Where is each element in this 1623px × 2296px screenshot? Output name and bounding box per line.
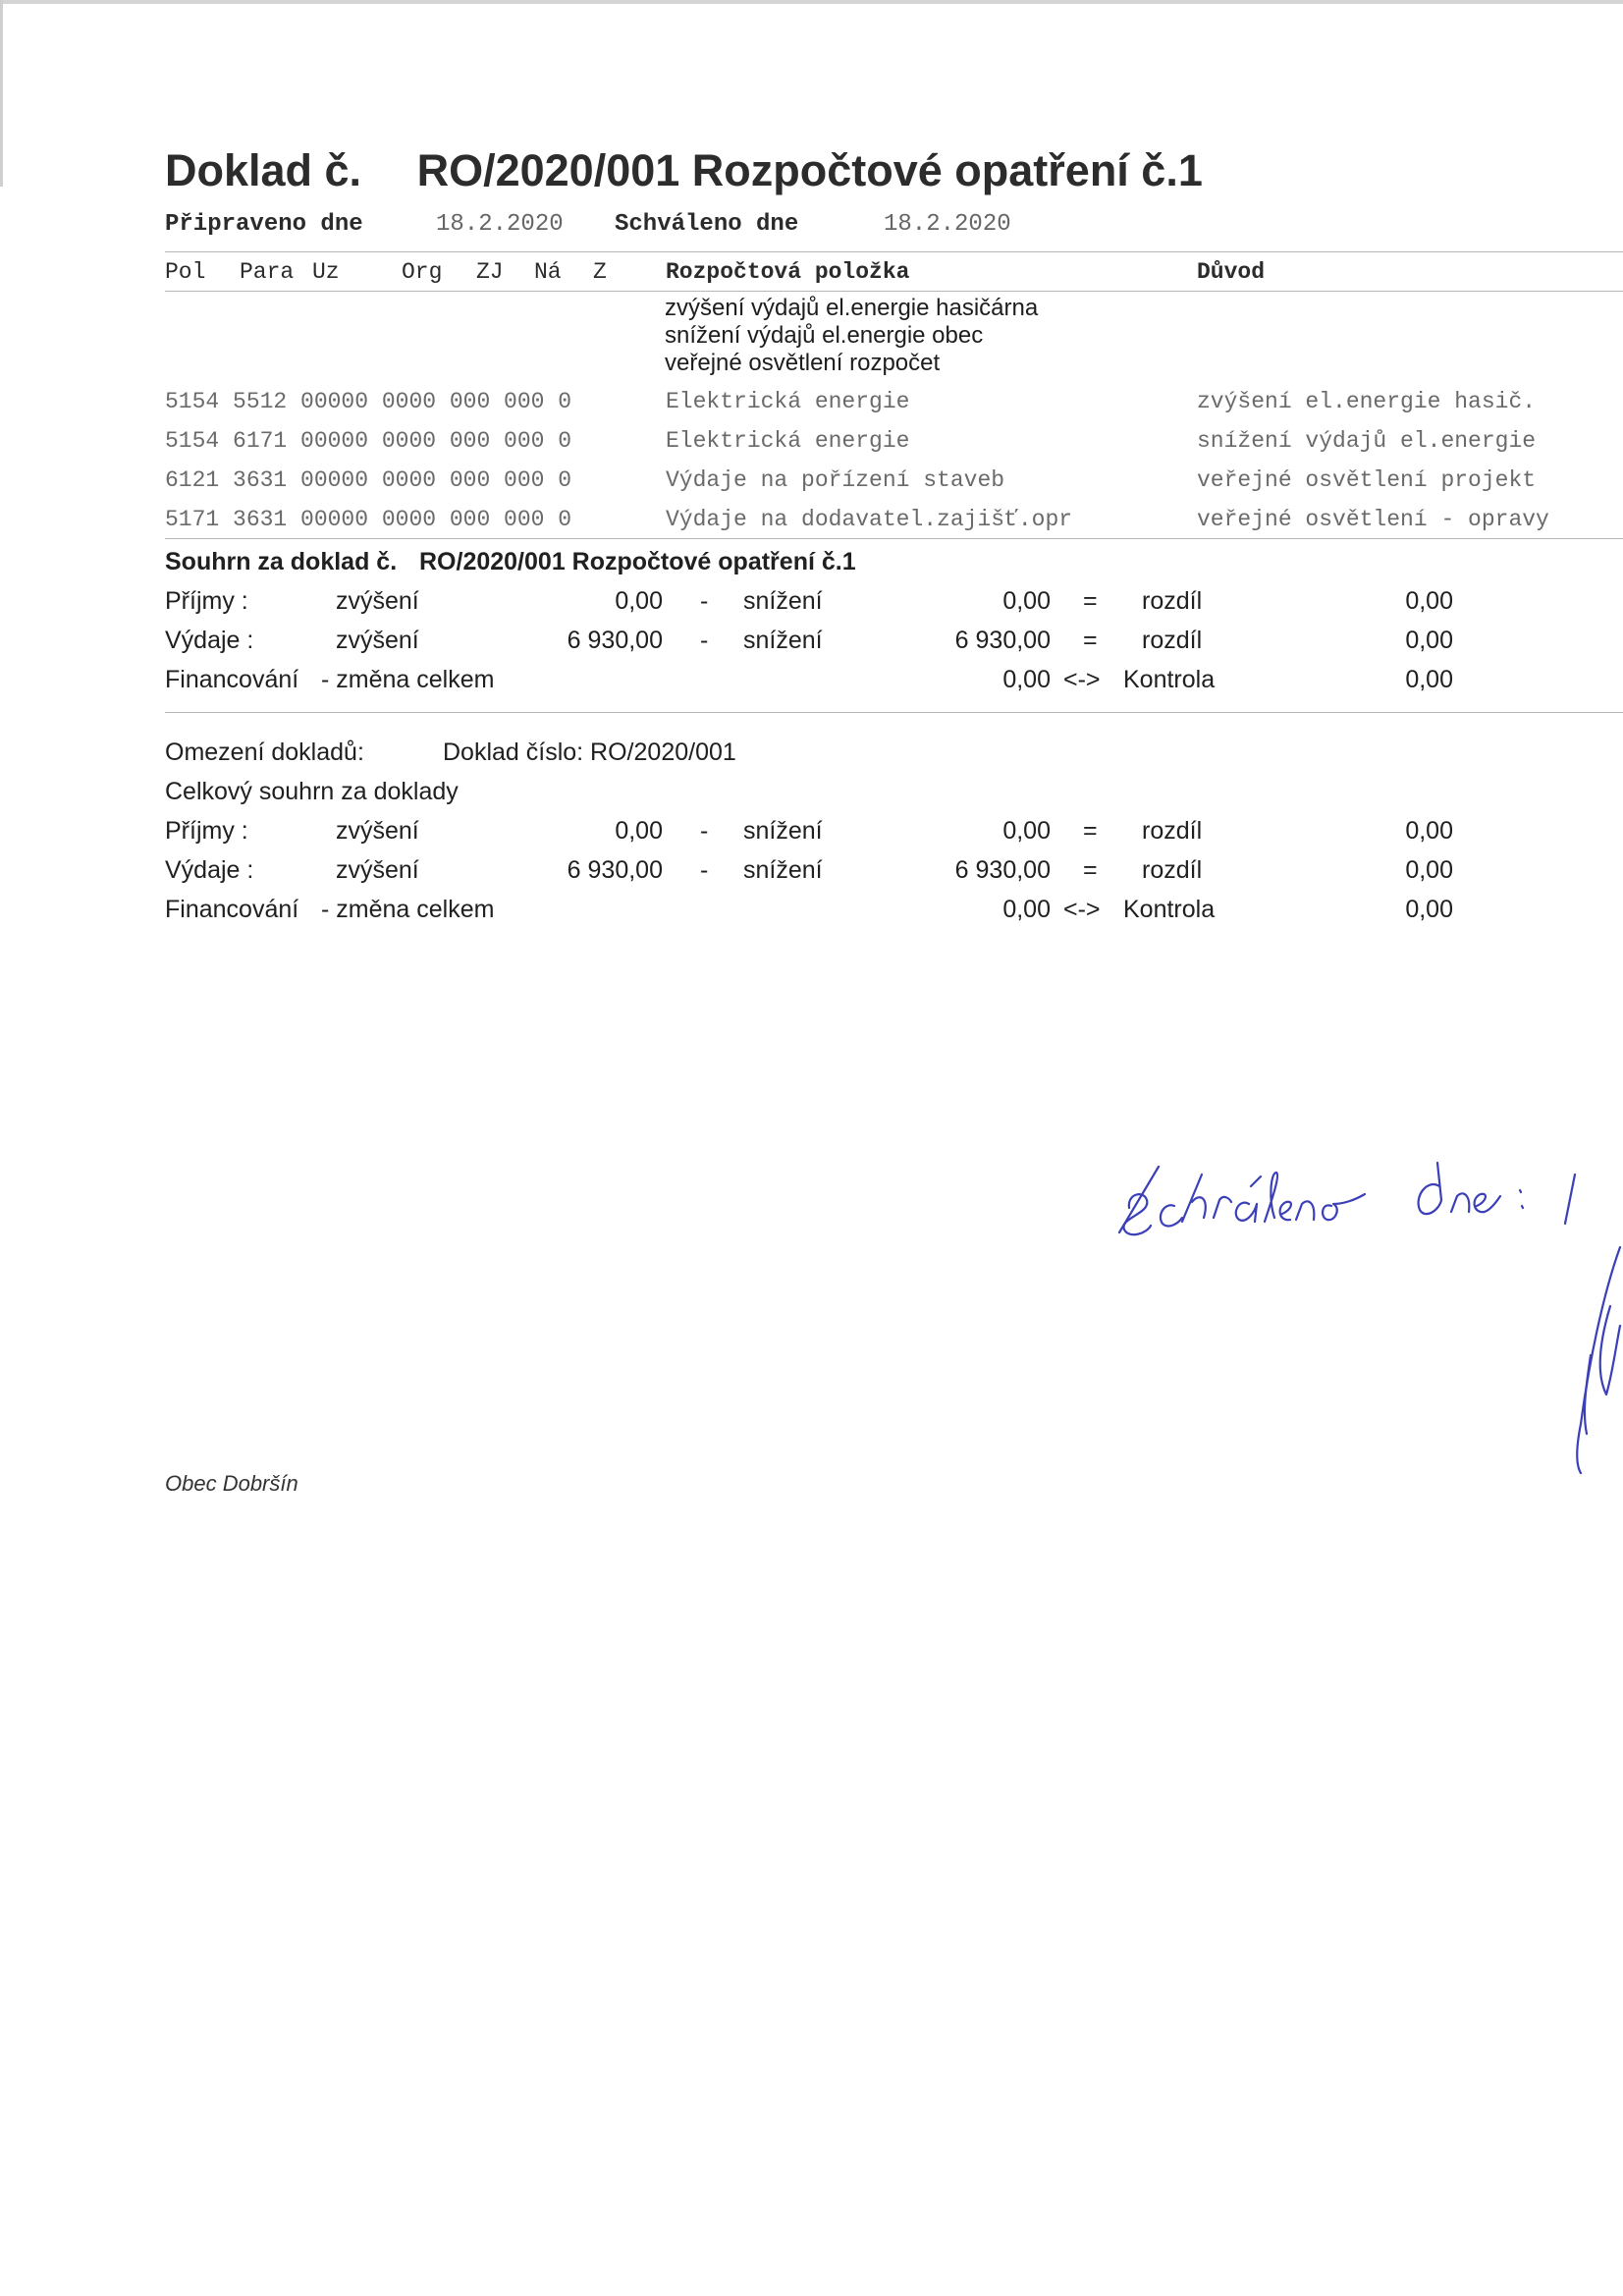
- increase-label: zvýšení: [336, 587, 419, 615]
- limits-value: Doklad číslo: RO/2020/001: [443, 738, 736, 766]
- minus-sign: -: [700, 627, 709, 654]
- equals-sign: =: [1083, 856, 1098, 884]
- check-label: Kontrola: [1123, 666, 1216, 693]
- arrow-sign: <->: [1063, 896, 1101, 923]
- minus-sign: -: [700, 587, 709, 615]
- expense-label: Výdaje :: [165, 856, 254, 884]
- difference-value: 0,00: [1405, 817, 1453, 845]
- col-header-pol: Pol: [165, 259, 206, 285]
- row-codes: 5154 6171 00000 0000 000 000 0: [165, 428, 572, 454]
- row-item: Výdaje na pořízení staveb: [666, 467, 1005, 493]
- total-summary-heading: Celkový souhrn za doklady: [165, 778, 459, 805]
- income-label: Příjmy :: [165, 587, 248, 615]
- difference-value: 0,00: [1405, 856, 1453, 884]
- row-codes: 5171 3631 00000 0000 000 000 0: [165, 507, 572, 532]
- decrease-value: 6 930,00: [954, 856, 1051, 884]
- decrease-value: 0,00: [1002, 817, 1051, 845]
- prepared-label: Připraveno dne: [165, 211, 363, 238]
- equals-sign: =: [1083, 587, 1098, 615]
- col-header-zj: ZJ: [476, 259, 504, 285]
- col-header-item: Rozpočtová položka: [666, 259, 910, 285]
- row-item: Elektrická energie: [666, 428, 910, 454]
- equals-sign: =: [1083, 817, 1098, 845]
- col-header-org: Org: [402, 259, 443, 285]
- municipality-name: Obec Dobršín: [165, 1471, 298, 1496]
- col-header-para: Para: [240, 259, 295, 285]
- check-label: Kontrola: [1123, 896, 1216, 923]
- difference-value: 0,00: [1405, 587, 1453, 615]
- row-reason: veřejné osvětlení projekt: [1197, 467, 1537, 493]
- increase-label: zvýšení: [336, 856, 419, 884]
- financing-change-label: - změna celkem: [321, 666, 495, 693]
- note-line: zvýšení výdajů el.energie hasičárna: [665, 295, 1039, 321]
- decrease-label: snížení: [743, 587, 823, 615]
- difference-value: 0,00: [1405, 627, 1453, 654]
- financing-change-label: - změna celkem: [321, 896, 495, 923]
- row-reason: zvýšení el.energie hasič.: [1197, 389, 1537, 414]
- difference-label: rozdíl: [1142, 587, 1203, 615]
- expense-label: Výdaje :: [165, 627, 254, 654]
- increase-value: 6 930,00: [567, 856, 663, 884]
- col-header-na: Ná: [534, 259, 562, 285]
- arrow-sign: <->: [1063, 666, 1101, 693]
- financing-value: 0,00: [1002, 896, 1051, 923]
- col-header-uz: Uz: [312, 259, 340, 285]
- summary-heading-value: RO/2020/001 Rozpočtové opatření č.1: [419, 548, 856, 575]
- financing-label: Financování: [165, 896, 299, 923]
- title-prefix: Doklad č.: [165, 145, 362, 195]
- approved-date: 18.2.2020: [884, 211, 1011, 238]
- increase-value: 0,00: [615, 587, 663, 615]
- check-value: 0,00: [1405, 896, 1453, 923]
- row-reason: veřejné osvětlení - opravy: [1197, 507, 1549, 532]
- limits-label: Omezení dokladů:: [165, 738, 364, 766]
- note-line: snížení výdajů el.energie obec: [665, 322, 984, 349]
- decrease-label: snížení: [743, 856, 823, 884]
- increase-value: 6 930,00: [567, 627, 663, 654]
- row-reason: snížení výdajů el.energie: [1197, 428, 1537, 454]
- decrease-label: snížení: [743, 627, 823, 654]
- approved-label: Schváleno dne: [615, 211, 799, 238]
- col-header-z: Z: [593, 259, 607, 285]
- income-label: Příjmy :: [165, 817, 248, 845]
- note-line: veřejné osvětlení rozpočet: [665, 350, 941, 376]
- row-codes: 6121 3631 00000 0000 000 000 0: [165, 467, 572, 493]
- increase-value: 0,00: [615, 817, 663, 845]
- row-item: Výdaje na dodavatel.zajišť.opr: [666, 507, 1073, 532]
- difference-label: rozdíl: [1142, 817, 1203, 845]
- difference-label: rozdíl: [1142, 856, 1203, 884]
- financing-label: Financování: [165, 666, 299, 693]
- summary-heading-label: Souhrn za doklad č.: [165, 548, 398, 575]
- col-header-reason: Důvod: [1197, 259, 1266, 285]
- title-number: RO/2020/001 Rozpočtové opatření č.1: [416, 145, 1203, 195]
- row-item: Elektrická energie: [666, 389, 910, 414]
- increase-label: zvýšení: [336, 817, 419, 845]
- decrease-value: 0,00: [1002, 587, 1051, 615]
- increase-label: zvýšení: [336, 627, 419, 654]
- minus-sign: -: [700, 817, 709, 845]
- decrease-label: snížení: [743, 817, 823, 845]
- decrease-value: 6 930,00: [954, 627, 1051, 654]
- row-codes: 5154 5512 00000 0000 000 000 0: [165, 389, 572, 414]
- minus-sign: -: [700, 856, 709, 884]
- financing-value: 0,00: [1002, 666, 1051, 693]
- equals-sign: =: [1083, 627, 1098, 654]
- prepared-date: 18.2.2020: [436, 211, 564, 238]
- difference-label: rozdíl: [1142, 627, 1203, 654]
- check-value: 0,00: [1405, 666, 1453, 693]
